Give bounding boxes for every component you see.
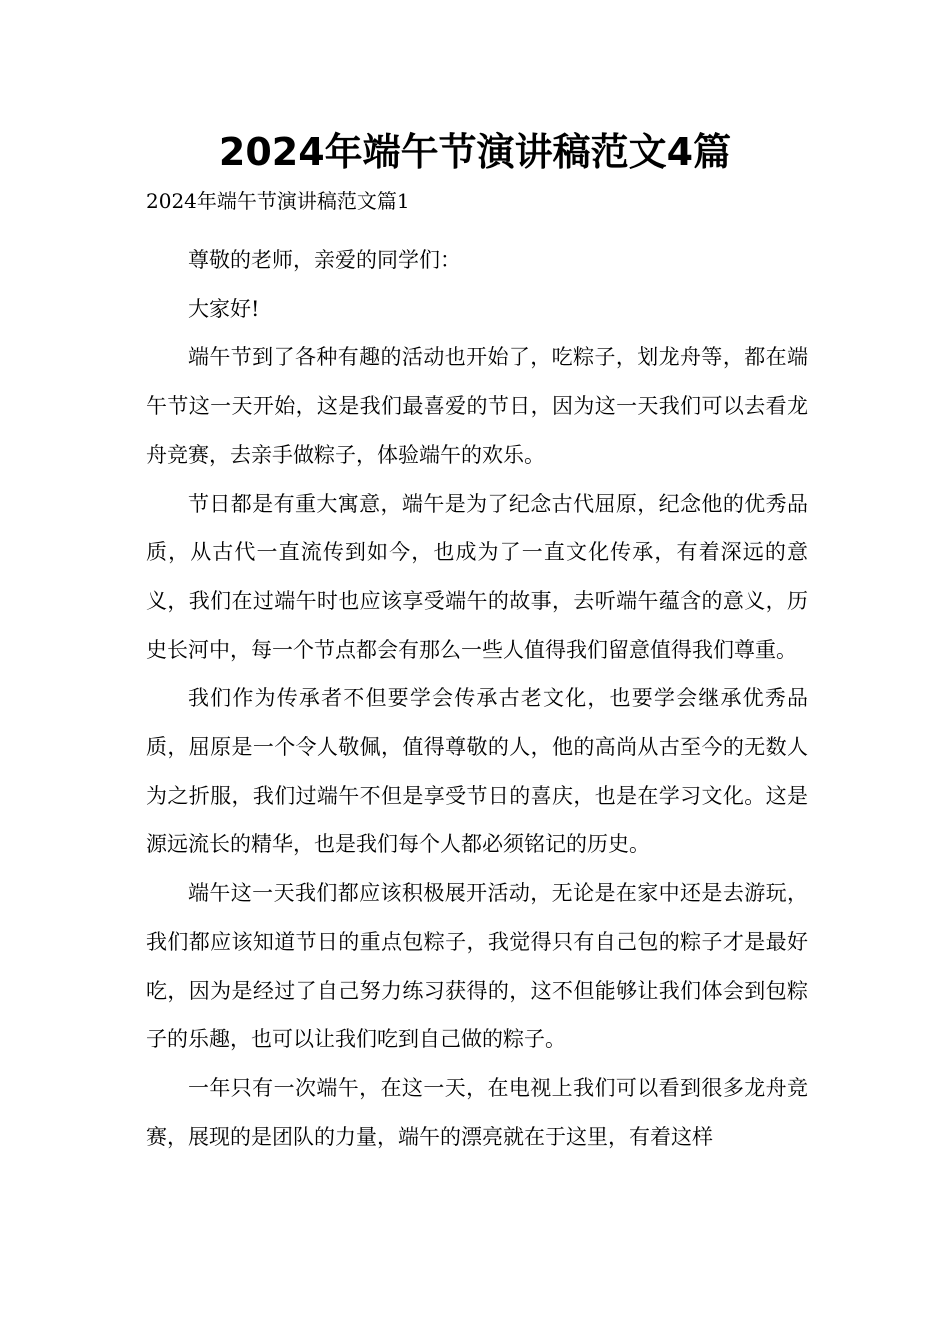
section-heading: 2024年端午节演讲稿范文篇1 <box>146 189 410 213</box>
document-title: 2024年端午节演讲稿范文4篇 <box>218 130 732 174</box>
paragraph-text: 端午节到了各种有趣的活动也开始了，吃粽子，划龙舟等，都在端午节这一天开始，这是我们最喜爱的节日，因为这一天我们可以去看龙舟竞赛，去亲手做粽子，体验端午的欢乐。 <box>146 345 808 467</box>
paragraph-text: 我们作为传承者不但要学会传承古老文化，也要学会继承优秀品质，屈原是一个令人敬佩，值得尊敬的人，他的高尚从古至今的无数人为之折服，我们过端午不但是享受节日的喜庆，也是在学习文化。这是源远流长的精华，也是我们每个人都必须铭记的历史。 <box>146 686 808 857</box>
paragraph-greeting: 大家好! <box>188 296 260 321</box>
paragraph-text: 端午这一天我们都应该积极展开活动，无论是在家中还是去游玩，我们都应该知道节日的重点包粽子，我觉得只有自己包的粽子才是最好吃，因为是经过了自己努力练习获得的，这不但能够让我们体会到包粽子的乐趣，也可以让我们吃到自己做的粽子。 <box>146 881 808 1052</box>
document-body <box>146 236 808 1161</box>
paragraph-salutation: 尊敬的老师，亲爱的同学们： <box>188 248 461 272</box>
paragraph-text: 一年只有一次端午，在这一天，在电视上我们可以看到很多龙舟竞赛，展现的是团队的力量，端午的漂亮就在于这里，有着这样 <box>146 1075 808 1149</box>
paragraph-text: 节日都是有重大寓意，端午是为了纪念古代屈原，纪念他的优秀品质，从古代一直流传到如今，也成为了一直文化传承，有着深远的意义，我们在过端午时也应该享受端午的故事，去听端午蕴含的意义，历史长河中，每一个节点都会有那么一些人值得我们留意值得我们尊重。 <box>146 491 808 662</box>
